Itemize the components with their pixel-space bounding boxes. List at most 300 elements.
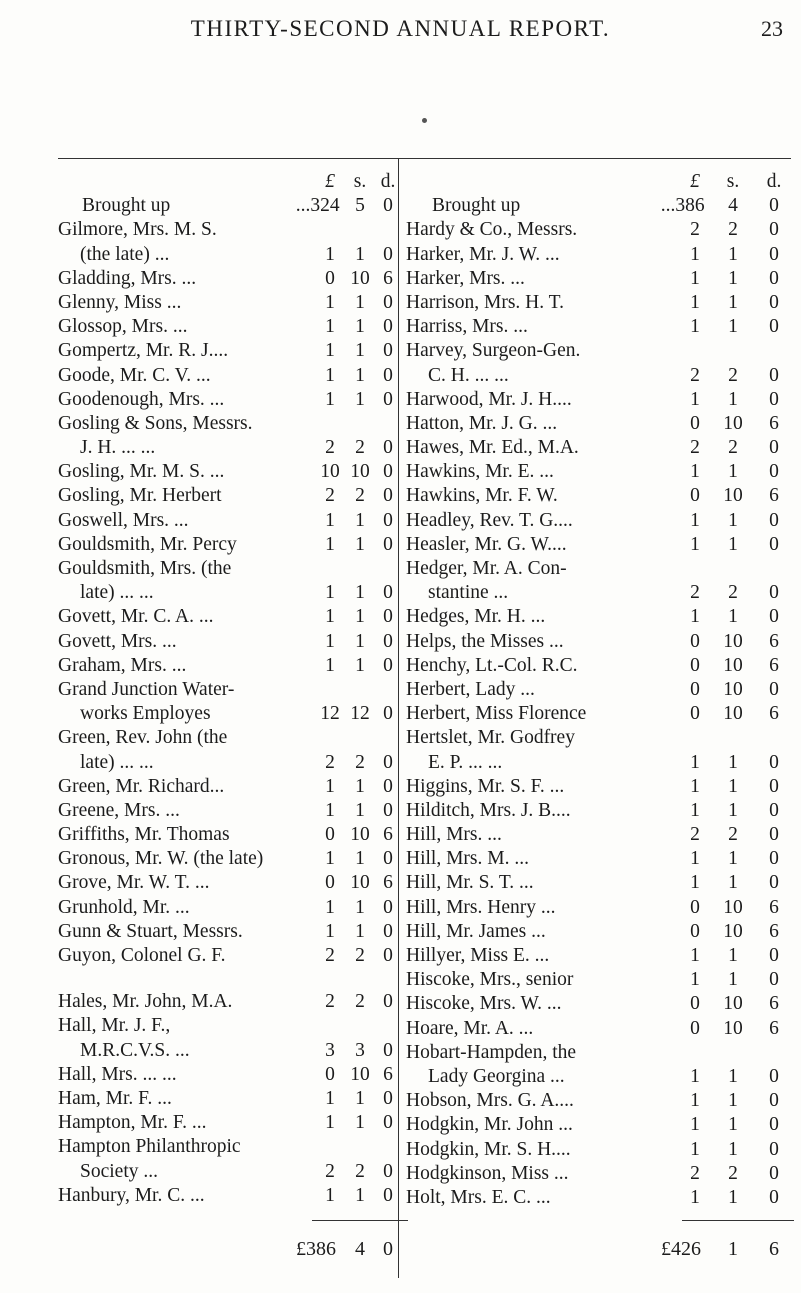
amount-value: 0: [325, 1063, 335, 1085]
amount-value: 1: [355, 340, 365, 362]
subscriber-name: Ham, Mr. F. ...: [58, 1087, 172, 1109]
list-item: [406, 1186, 796, 1210]
amount-value: 1: [728, 1090, 738, 1112]
amount-value: 0: [383, 533, 393, 555]
amount-value: 1: [728, 969, 738, 991]
amount-value: 2: [355, 991, 365, 1013]
list-item: [406, 460, 796, 484]
subscriber-name: Harriss, Mrs. ...: [406, 316, 528, 338]
list-item: [58, 896, 393, 920]
list-item: [58, 509, 393, 533]
amount-value: 2: [728, 824, 738, 846]
subscriber-name: Gosling, Mr. Herbert: [58, 485, 222, 507]
amount-value: 1: [355, 1184, 365, 1206]
amount-value: 0: [383, 509, 393, 531]
amount-value: 10: [723, 654, 743, 676]
amount-value: 1: [325, 533, 335, 555]
sum-rule: [312, 1220, 408, 1221]
left-column: [58, 170, 396, 1208]
amount-value: 1: [325, 920, 335, 942]
amount-value: 0: [690, 1017, 700, 1039]
amount-value: 6: [769, 920, 779, 942]
amount-value: 1: [355, 509, 365, 531]
list-item: [406, 581, 796, 605]
list-item: [58, 823, 393, 847]
list-item: [58, 605, 393, 629]
subscriber-name: Grunhold, Mr. ...: [58, 896, 190, 918]
amount-value: 0: [769, 388, 779, 410]
subscriber-name: E. P. ... ...: [428, 751, 503, 773]
amount-value: 0: [769, 243, 779, 265]
amount-value: 1: [355, 606, 365, 628]
amount-value: 1: [728, 1114, 738, 1136]
amount-value: 0: [383, 896, 393, 918]
amount-value: 0: [383, 243, 393, 265]
subscriber-name: M.R.C.V.S. ...: [80, 1039, 190, 1061]
subscriber-name: Brought up: [432, 195, 521, 217]
amount-value: 10: [723, 1017, 743, 1039]
amount-value: 0: [769, 678, 779, 700]
subscriber-name: Headley, Rev. T. G....: [406, 509, 573, 531]
amount-value: 1: [690, 243, 700, 265]
amount-value: 1: [690, 1114, 700, 1136]
subscriber-name: Glossop, Mrs. ...: [58, 316, 188, 338]
subscriber-name: Hawkins, Mr. E. ...: [406, 461, 554, 483]
list-item: [406, 484, 796, 508]
list-item: [58, 557, 388, 581]
col-head-pounds-text: £: [325, 171, 335, 192]
amount-value: 0: [769, 364, 779, 386]
subscriber-name: Hall, Mrs. ... ...: [58, 1063, 177, 1085]
amount-value: 1: [355, 533, 365, 555]
list-item: [58, 581, 393, 605]
list-item: [58, 726, 388, 750]
list-item: [406, 1065, 796, 1089]
list-item: [406, 654, 796, 678]
subscriber-name: Gouldsmith, Mrs. (the: [58, 558, 232, 579]
subscriber-name: Gunn & Stuart, Messrs.: [58, 920, 243, 942]
amount-value: 0: [769, 969, 779, 991]
amount-value: 0: [769, 509, 779, 531]
subscriber-name: Heasler, Mr. G. W....: [406, 533, 567, 555]
list-item: [406, 968, 796, 992]
subscriber-name: Hobson, Mrs. G. A....: [406, 1090, 574, 1112]
amount-value: 0: [690, 703, 700, 725]
list-item: [406, 557, 796, 581]
amount-value: 1: [325, 243, 335, 265]
list-item: [58, 944, 393, 968]
amount-value: 10: [350, 461, 370, 483]
list-item: [58, 1014, 388, 1038]
amount-value: 1: [728, 243, 738, 265]
amount-value: 1: [355, 799, 365, 821]
amount-value: 0: [769, 437, 779, 459]
list-item: [406, 992, 796, 1016]
amount-value: 0: [383, 195, 393, 217]
amount-value: 2: [355, 485, 365, 507]
list-item: [58, 1039, 393, 1063]
amount-value: 0: [383, 1184, 393, 1206]
subscriber-name: Hill, Mrs. ...: [406, 824, 502, 846]
subscriber-name: Lady Georgina ...: [428, 1065, 565, 1087]
amount-value: ...386: [660, 195, 705, 217]
subscriber-name: Hoare, Mr. A. ...: [406, 1017, 534, 1039]
amount-value: 0: [769, 1162, 779, 1184]
amount-value: 1: [728, 799, 738, 821]
subscriber-name: Gilmore, Mrs. M. S.: [58, 219, 217, 241]
amount-value: 1: [355, 388, 365, 410]
subscriber-name: Gompertz, Mr. R. J....: [58, 340, 229, 362]
subscriber-name: Hodgkin, Mr. John ...: [406, 1114, 573, 1136]
amount-value: 1: [690, 775, 700, 797]
amount-value: 0: [769, 533, 779, 555]
amount-value: 2: [728, 1162, 738, 1184]
list-item: [58, 218, 388, 242]
list-item: [406, 315, 796, 339]
subscriber-name: Hill, Mrs. Henry ...: [406, 896, 556, 918]
subscriber-name: Hillyer, Miss E. ...: [406, 945, 550, 966]
total-shillings: 1: [728, 1238, 738, 1260]
list-item: [58, 484, 393, 508]
subscriber-name: Guyon, Colonel G. F.: [58, 945, 226, 966]
amount-value: 2: [728, 437, 738, 459]
amount-value: 1: [325, 1087, 335, 1109]
amount-value: 0: [383, 582, 393, 604]
subscriber-name: Hatton, Mr. J. G. ...: [406, 412, 558, 434]
amount-value: 0: [690, 896, 700, 918]
list-item: [58, 364, 393, 388]
amount-value: 0: [325, 267, 335, 289]
printer-dot: [422, 118, 427, 123]
amount-value: 1: [355, 654, 365, 676]
amount-value: 1: [355, 920, 365, 942]
amount-value: 1: [355, 316, 365, 338]
subscriber-name: Hilditch, Mrs. J. B....: [406, 799, 571, 821]
col-head-pounds-text: £: [690, 171, 700, 192]
list-item: [406, 823, 796, 847]
amount-value: 2: [690, 364, 700, 386]
amount-value: 0: [769, 316, 779, 338]
amount-value: 2: [728, 364, 738, 386]
top-rule: [58, 158, 791, 159]
subscriber-name: (the late) ...: [80, 243, 170, 265]
amount-value: 0: [769, 219, 779, 241]
list-item: [58, 775, 393, 799]
list-item: [58, 990, 393, 1014]
subscriber-name: Hardy & Co., Messrs.: [406, 219, 578, 241]
subscriber-name: Griffiths, Mr. Thomas: [58, 824, 230, 846]
list-item: [58, 460, 393, 484]
amount-value: 2: [325, 751, 335, 773]
amount-value: 3: [355, 1039, 365, 1061]
subscriber-name: Glenny, Miss ...: [58, 291, 182, 313]
amount-value: 6: [769, 896, 779, 918]
amount-value: 1: [325, 630, 335, 652]
amount-value: 1: [690, 291, 700, 313]
amount-value: 1: [728, 509, 738, 531]
subscriber-name: Hiscoke, Mrs. W. ...: [406, 993, 562, 1015]
amount-value: 1: [325, 896, 335, 918]
amount-value: 1: [355, 1087, 365, 1109]
list-item: [406, 218, 796, 242]
amount-value: 0: [383, 1160, 393, 1182]
subscriber-name: Hill, Mrs. M. ...: [406, 848, 529, 870]
list-item: [58, 751, 393, 775]
amount-value: 1: [355, 364, 365, 386]
list-item: [406, 412, 796, 436]
subscriber-name: Green, Rev. John (the: [58, 727, 228, 749]
list-item: [58, 678, 388, 702]
amount-value: 1: [325, 316, 335, 338]
amount-value: 1: [690, 533, 700, 555]
subscriber-name: Herbert, Miss Florence: [406, 703, 587, 725]
list-item: [58, 630, 393, 654]
list-item: [406, 726, 796, 750]
col-head-shillings-text: s.: [353, 171, 367, 192]
amount-value: 1: [728, 872, 738, 894]
list-item: [406, 896, 796, 920]
amount-value: 1: [355, 1112, 365, 1134]
amount-value: 1: [325, 1112, 335, 1134]
amount-value: 1: [728, 267, 738, 289]
list-item: [406, 509, 796, 533]
amount-value: 4: [728, 195, 738, 217]
amount-value: 1: [690, 872, 700, 894]
list-item: [406, 1089, 796, 1113]
list-item: [58, 1111, 393, 1135]
list-item: [58, 799, 393, 823]
amount-value: 1: [325, 654, 335, 676]
amount-value: 10: [723, 678, 743, 700]
amount-value: 12: [320, 703, 340, 725]
amount-value: 6: [769, 485, 779, 507]
amount-value: 0: [769, 1090, 779, 1112]
amount-value: 1: [355, 630, 365, 652]
subscriber-name: Helps, the Misses ...: [406, 630, 564, 652]
list-item: [58, 291, 393, 315]
amount-value: 1: [728, 1186, 738, 1208]
list-item: [58, 1087, 393, 1111]
amount-value: 12: [350, 703, 370, 725]
list-item: [406, 605, 796, 629]
amount-value: 0: [383, 364, 393, 386]
list-item: [58, 654, 393, 678]
amount-value: 0: [769, 267, 779, 289]
subscriber-name: Harvey, Surgeon-Gen.: [406, 340, 581, 362]
amount-value: 0: [383, 1087, 393, 1109]
amount-value: 0: [690, 485, 700, 507]
amount-value: 10: [723, 485, 743, 507]
amount-value: 0: [769, 872, 779, 894]
subscriber-name: Greene, Mrs. ...: [58, 799, 180, 821]
amount-value: 0: [383, 316, 393, 338]
subscriber-name: Herbert, Lady ...: [406, 678, 535, 700]
amount-value: 1: [728, 316, 738, 338]
amount-value: 0: [383, 461, 393, 483]
column-divider: [398, 158, 399, 1278]
amount-value: 6: [383, 267, 393, 289]
page-header: [0, 10, 801, 50]
list-item: [406, 339, 796, 363]
amount-value: 1: [325, 799, 335, 821]
list-item: [58, 388, 393, 412]
total-pence: 0: [383, 1238, 393, 1260]
list-item: [58, 1063, 393, 1087]
subscriber-name: J. H. ... ...: [80, 437, 156, 459]
amount-value: 0: [383, 340, 393, 362]
list-item: [406, 388, 796, 412]
amount-value: 2: [325, 1160, 335, 1182]
subscriber-name: late) ... ...: [80, 751, 154, 773]
subscriber-name: Hodgkin, Mr. S. H....: [406, 1138, 571, 1160]
amount-value: 1: [728, 775, 738, 797]
amount-value: 1: [355, 775, 365, 797]
amount-value: 0: [690, 993, 700, 1015]
amount-value: 1: [325, 364, 335, 386]
amount-value: 1: [690, 945, 700, 966]
subscriber-name: Hodgkinson, Miss ...: [406, 1162, 569, 1184]
list-item: [406, 799, 796, 823]
subscriber-name: Hampton, Mr. F. ...: [58, 1112, 207, 1134]
list-item: [406, 630, 796, 654]
amount-value: 2: [355, 945, 365, 966]
list-item: [406, 1017, 796, 1041]
subscriber-name: Gosling & Sons, Messrs.: [58, 412, 253, 434]
amount-value: 2: [728, 219, 738, 241]
subscriber-name: Hill, Mr. James ...: [406, 920, 546, 942]
list-item: [406, 1113, 796, 1137]
subscriber-name: Hales, Mr. John, M.A.: [58, 991, 233, 1013]
subscriber-name: Henchy, Lt.-Col. R.C.: [406, 654, 578, 676]
amount-value: 1: [728, 291, 738, 313]
amount-value: 2: [355, 437, 365, 459]
list-item: [406, 751, 796, 775]
subscriber-name: Hedger, Mr. A. Con-: [406, 558, 567, 579]
amount-value: 0: [769, 1138, 779, 1160]
sum-rule: [682, 1220, 794, 1221]
subscriber-name: Harrison, Mrs. H. T.: [406, 291, 564, 313]
amount-value: 0: [383, 630, 393, 652]
subscriber-name: Hertslet, Mr. Godfrey: [406, 727, 575, 749]
amount-value: 1: [325, 1184, 335, 1206]
amount-value: 6: [769, 630, 779, 652]
amount-value: 3: [325, 1039, 335, 1061]
amount-value: 1: [690, 1090, 700, 1112]
amount-value: 0: [769, 775, 779, 797]
amount-value: 1: [690, 969, 700, 991]
amount-value: 0: [383, 1112, 393, 1134]
amount-value: 5: [355, 195, 365, 217]
amount-value: 0: [690, 412, 700, 434]
subscriber-name: Graham, Mrs. ...: [58, 654, 187, 676]
amount-value: 1: [728, 606, 738, 628]
subscriber-name: Grand Junction Water-: [58, 678, 235, 700]
amount-value: 1: [728, 751, 738, 773]
list-item: [406, 1138, 796, 1162]
amount-value: 1: [325, 388, 335, 410]
amount-value: 0: [769, 606, 779, 628]
list-item: [406, 678, 796, 702]
amount-value: 10: [320, 461, 340, 483]
list-item: [58, 847, 393, 871]
list-item: [58, 315, 393, 339]
subscriber-name: Hedges, Mr. H. ...: [406, 606, 546, 628]
amount-value: 6: [383, 1063, 393, 1085]
subscriber-name: C. H. ... ...: [428, 364, 509, 386]
amount-value: 0: [383, 799, 393, 821]
subscriber-name: late) ... ...: [80, 582, 154, 604]
amount-value: 1: [325, 340, 335, 362]
subscriber-name: Brought up: [82, 195, 171, 217]
total-pounds: £426: [661, 1238, 701, 1260]
list-item: [58, 920, 393, 944]
list-item: [406, 436, 796, 460]
amount-value: 0: [383, 945, 393, 966]
amount-value: 0: [383, 388, 393, 410]
list-item: [58, 194, 393, 218]
amount-value: 1: [690, 1138, 700, 1160]
report-title: THIRTY-SECOND ANNUAL REPORT.: [190, 16, 611, 41]
col-head-pence-text: d.: [380, 171, 396, 192]
amount-value: 1: [355, 291, 365, 313]
amount-value: 2: [690, 824, 700, 846]
amount-value: 2: [325, 485, 335, 507]
list-item: [406, 702, 796, 726]
amount-value: 1: [728, 1065, 738, 1087]
amount-value: 6: [769, 1017, 779, 1039]
amount-value: 0: [769, 799, 779, 821]
amount-value: 1: [355, 848, 365, 870]
amount-value: 0: [383, 848, 393, 870]
amount-value: 0: [769, 195, 779, 217]
amount-value: 0: [769, 848, 779, 870]
amount-value: 2: [325, 437, 335, 459]
subscriber-name: Goswell, Mrs. ...: [58, 509, 189, 531]
amount-value: 10: [723, 412, 743, 434]
list-item: [58, 339, 393, 363]
subscriber-name: Govett, Mr. C. A. ...: [58, 606, 214, 628]
amount-value: 2: [355, 751, 365, 773]
subscriber-name: Hill, Mr. S. T. ...: [406, 872, 534, 894]
amount-value: 10: [723, 920, 743, 942]
amount-value: 10: [723, 896, 743, 918]
amount-value: 1: [355, 896, 365, 918]
list-item: [58, 1160, 393, 1184]
list-item: [406, 847, 796, 871]
amount-value: 0: [769, 945, 779, 966]
subscriber-name: Gladding, Mrs. ...: [58, 267, 197, 289]
amount-value: 0: [383, 920, 393, 942]
amount-value: 2: [325, 991, 335, 1013]
list-item: [58, 243, 393, 267]
list-item: [406, 1041, 796, 1065]
amount-value: 10: [350, 824, 370, 846]
amount-value: 6: [383, 872, 393, 894]
amount-value: 0: [383, 606, 393, 628]
amount-value: 1: [355, 582, 365, 604]
amount-value: 0: [383, 1039, 393, 1061]
amount-value: 1: [325, 509, 335, 531]
amount-value: 1: [690, 606, 700, 628]
list-item: [58, 871, 393, 895]
amount-value: 10: [350, 1063, 370, 1085]
amount-value: 1: [325, 291, 335, 313]
amount-value: 1: [690, 1065, 700, 1087]
list-item: [406, 871, 796, 895]
amount-value: 1: [325, 606, 335, 628]
amount-value: 2: [728, 582, 738, 604]
list-item: [58, 412, 388, 436]
